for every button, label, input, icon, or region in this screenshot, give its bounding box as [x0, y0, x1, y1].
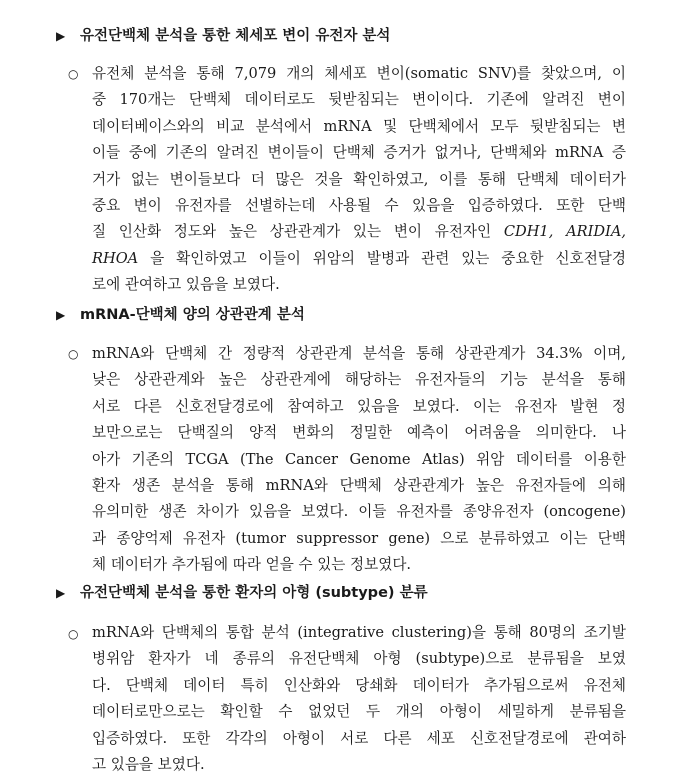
paragraph-line: 유전체 분석을 통해 7,079 개의 체세포 변이(somatic SNV)를 찾았으며, 이: [92, 65, 626, 82]
paragraph-line-with-gene: [92, 246, 626, 272]
paragraph-line: 다. 단백체 데이터 특히 인산화와 당쇄화 데이터가 추가됨으로써 유전체: [92, 676, 626, 694]
circle-bullet-icon: ○: [68, 67, 79, 81]
paragraph-line: 이들 중에 기존의 알려진 변이들이 단백체 증거가 없거나, 단백체와 mRNA 증: [92, 144, 626, 162]
paragraph-line: 거가 없는 변이들보다 더 많은 것을 확인하였고, 이를 통해 단백체 데이터가: [92, 170, 626, 188]
paragraph-line: 환자 생존 분석을 통해 mRNA와 단백체 상관관계가 높은 유전자들에 의해: [92, 477, 626, 495]
paragraph-line: 중요 변이 유전자를 선별하는데 사용될 수 있음을 입증하였다. 또한 단백: [92, 197, 626, 215]
section-paragraph: [92, 61, 626, 299]
paragraph-line: 로에 관여하고 있음을 보였다.: [92, 276, 280, 294]
paragraph-line: 체 데이터가 추가됨에 따라 얻을 수 있는 정보였다.: [92, 556, 412, 574]
paragraph-line: 데이터베이스와의 비교 분석에서 mRNA 및 단백체에서 모두 뒷받침되는 변: [92, 117, 626, 135]
section-heading-text: 유전단백체 분석을 통한 환자의 아형 (subtype) 분류: [80, 585, 428, 601]
triangle-bullet-icon: ▶: [56, 586, 66, 600]
circle-bullet-icon: ○: [68, 347, 79, 361]
paragraph-line: 데이터로만으로는 확인할 수 없었던 두 개의 아형이 세밀하게 분류됨을: [92, 703, 626, 721]
section-heading-patient-subtype: [56, 583, 428, 603]
paragraph-text: 을 확인하였고 이들이 위암의 발병과 관련 있는 중요한 신호전달경: [150, 249, 626, 267]
section-heading-somatic-variant: [56, 26, 390, 46]
paragraph-line: 보만으로는 단백질의 양적 변화의 정밀한 예측이 어려움을 의미한다. 나: [92, 424, 626, 442]
triangle-bullet-icon: ▶: [56, 29, 66, 43]
paragraph-line-with-genes: [92, 219, 626, 245]
paragraph-line: 아가 기존의 TCGA (The Cancer Genome Atlas) 위암 데이터를 이용한: [92, 450, 626, 468]
paragraph-line: 유의미한 생존 차이가 있음을 보였다. 이들 유전자를 종양유전자 (oncogene): [92, 503, 626, 521]
gene-name: RHOA: [92, 249, 139, 267]
gene-names: CDH1, ARIDIA,: [503, 223, 627, 241]
triangle-bullet-icon: ▶: [56, 308, 66, 322]
paragraph-line: 낮은 상관관계와 높은 상관관계에 해당하는 유전자들의 기능 분석을 통해: [92, 371, 626, 389]
paragraph-line: 서로 다른 신호전달경로에 참여하고 있음을 보였다. 이는 유전자 발현 정: [92, 397, 626, 415]
section-paragraph: [92, 341, 626, 579]
paragraph-line: mRNA와 단백체 간 정량적 상관관계 분석을 통해 상관관계가 34.3% 이며,: [92, 345, 626, 362]
paragraph-line: 과 종양억제 유전자 (tumor suppressor gene) 으로 분류하였고 이는 단백: [92, 529, 626, 547]
paragraph-line: 입증하였다. 또한 각각의 아형이 서로 다른 세포 신호전달경로에 관여하: [92, 729, 626, 747]
section-heading-mrna-protein-correlation: [56, 305, 305, 325]
paragraph-line: 병위암 환자가 네 종류의 유전단백체 아형 (subtype)으로 분류됨을 보였: [92, 650, 626, 668]
paragraph-line: mRNA와 단백체의 통합 분석 (integrative clustering)을 통해 80명의 조기발: [92, 624, 626, 641]
section-heading-text: mRNA-단백체 양의 상관관계 분석: [80, 307, 305, 323]
section-paragraph: [92, 620, 626, 778]
paragraph-line: 고 있음을 보였다.: [92, 756, 205, 774]
paragraph-line: 중 170개는 단백체 데이터로도 뒷받침되는 변이이다. 기존에 알려진 변이: [92, 91, 626, 109]
paragraph-text: 질 인산화 정도와 높은 상관관계가 있는 변이 유전자인: [92, 223, 504, 241]
circle-bullet-icon: ○: [68, 627, 79, 641]
section-heading-text: 유전단백체 분석을 통한 체세포 변이 유전자 분석: [80, 28, 391, 44]
